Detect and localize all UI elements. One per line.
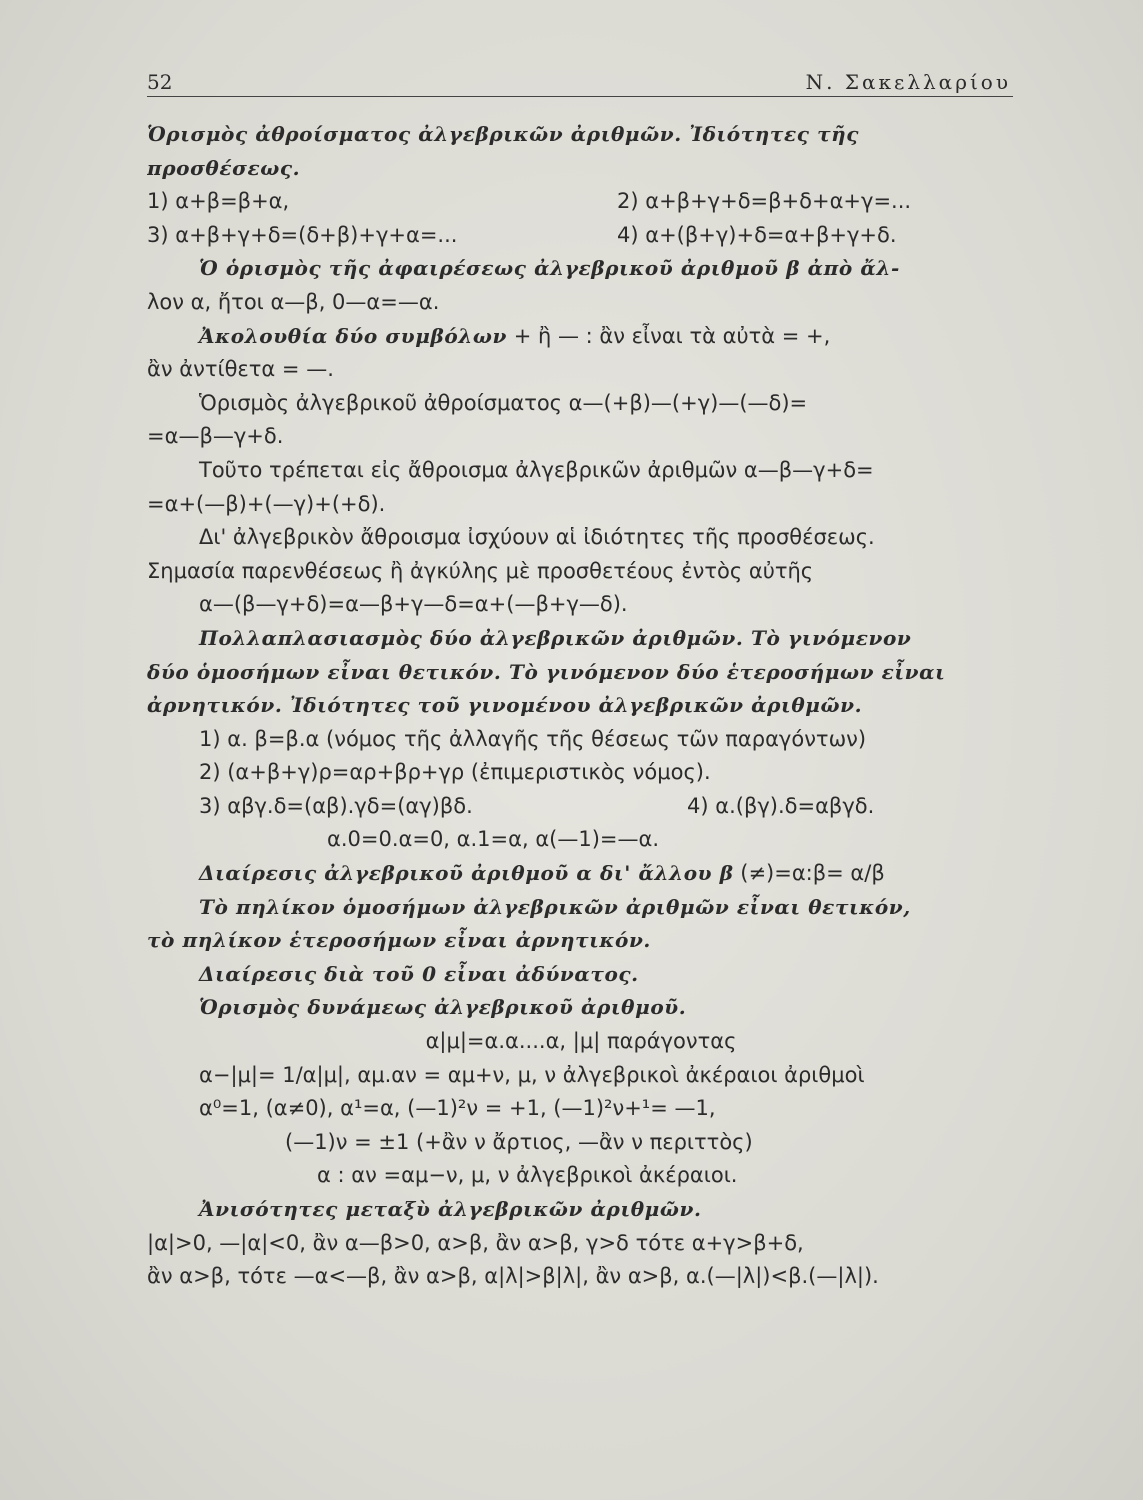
multiplication-rule: δύο ὁμοσήμων εἶναι θετικόν. Τὸ γινόμενον δύο ἑτεροσήμων εἶναι (147, 659, 946, 684)
property-2: 2) α+β+γ+δ=β+δ+α+γ=... (617, 189, 912, 214)
page-body (147, 118, 1015, 1294)
sum-conversion-cont: =α+(—β)+(—γ)+(+δ). (147, 491, 386, 516)
sign-rule (147, 320, 1015, 354)
subtraction-definition: Ὁ ὁρισμὸς τῆς ἀφαιρέσεως ἀλγεβρικοῦ ἀριθμοῦ β ἀπὸ ἄλ- (199, 256, 900, 281)
division-formula: (≠)=α:β= α/β (740, 861, 885, 886)
division-by-zero: Διαίρεσις διὰ τοῦ 0 εἶναι ἀδύνατος. (199, 961, 639, 986)
heading-power: Ὁρισμὸς δυνάμεως ἀλγεβρικοῦ ἀριθμοῦ. (199, 995, 687, 1020)
heading-addition-cont: προσθέσεως. (147, 155, 301, 180)
page-header (147, 70, 1013, 97)
power-definition: α|μ|=α.α....α, |μ| παράγοντας (425, 1029, 737, 1054)
multiplication-properties-heading: ἀρνητικόν. Ἰδιότητες τοῦ γινομένου ἀλγεβρικῶν ἀριθμῶν. (147, 693, 863, 718)
associative-law: 3) αβγ.δ=(αβ).γδ=(αγ)βδ. (199, 793, 473, 818)
quotient-sign-rule-cont: τὸ πηλίκον ἑτεροσήμων εἶναι ἀρνητικόν. (147, 928, 651, 953)
distributive-law: 2) (α+β+γ)ρ=αρ+βρ+γρ (ἐπιμεριστικὸς νόμος). (199, 760, 711, 785)
algebraic-sum-cont: =α—β—γ+δ. (147, 424, 284, 449)
property-1: 1) α+β=β+α, (147, 189, 290, 214)
running-head-author: Ν. Σακελλαρίου (805, 70, 1011, 94)
division-heading: Διαίρεσις ἀλγεβρικοῦ ἀριθμοῦ α δι' ἄλλου β (199, 861, 734, 886)
subtraction-text: λον α, ἤτοι α—β, 0—α=—α. (147, 289, 440, 314)
zero-one-products: α.0=0.α=0, α.1=α, α(—1)=—α. (327, 827, 660, 852)
quotient-sign-rule: Τὸ πηλίκον ὁμοσήμων ἀλγεβρικῶν ἀριθμῶν εἶναι θετικόν, (199, 894, 911, 919)
sign-rule-heading: Ἀκολουθία δύο συμβόλων (199, 323, 508, 348)
sign-rule-text: + ἢ — : ἂν εἶναι τὰ αὐτὰ = +, (513, 323, 831, 348)
addition-properties-row-1 (147, 185, 1015, 219)
subtraction-definition-cont (147, 286, 1015, 320)
sum-properties-note: Δι' ἀλγεβρικὸν ἄθροισμα ἰσχύουν αἱ ἰδιότητες τῆς προσθέσεως. (199, 525, 875, 550)
heading-multiplication: Πολλαπλασιασμὸς δύο ἀλγεβρικῶν ἀριθμῶν. Τὸ γινόμενον (199, 625, 912, 650)
product-regrouping: 4) α.(βγ).δ=αβγδ. (687, 793, 875, 818)
parenthesis-meaning: Σημασία παρενθέσεως ἢ ἀγκύλης μὲ προσθετέους ἐντὸς αὐτῆς (147, 558, 814, 583)
property-4: 4) α+(β+γ)+δ=α+β+γ+δ. (617, 222, 897, 247)
inequality-rules-1: |α|>0, —|α|<0, ἂν α—β>0, α>β, ἂν α>β, γ>δ τότε α+γ>β+δ, (147, 1230, 804, 1255)
algebraic-sum-definition: Ὁρισμὸς ἀλγεβρικοῦ ἀθροίσματος α—(+β)—(+γ)—(—δ)= (199, 390, 808, 415)
property-3: 3) α+β+γ+δ=(δ+β)+γ+α=... (147, 222, 458, 247)
power-division: α : αν =αμ−ν, μ, ν ἀλγεβρικοὶ ἀκέραιοι. (317, 1163, 738, 1188)
power-minus-one: (—1)ν = ±1 (+ἂν ν ἄρτιος, —ἂν ν περιττὸς) (285, 1129, 753, 1154)
commutative-law: 1) α. β=β.α (νόμος τῆς ἀλλαγῆς τῆς θέσεως τῶν παραγόντων) (199, 726, 867, 751)
heading-addition: Ὁρισμὸς ἀθροίσματος ἀλγεβρικῶν ἀριθμῶν. Ἰδιότητες τῆς (147, 122, 860, 146)
sign-rule-cont: ἂν ἀντίθετα = —. (147, 357, 334, 382)
parenthesis-example: α—(β—γ+δ)=α—β+γ—δ=α+(—β+γ—δ). (199, 592, 628, 617)
heading-inequalities: Ἀνισότητες μεταξὺ ἀλγεβρικῶν ἀριθμῶν. (199, 1197, 702, 1221)
sum-conversion: Τοῦτο τρέπεται εἰς ἄθροισμα ἀλγεβρικῶν ἀριθμῶν α—β—γ+δ= (199, 457, 874, 482)
power-laws: α−|μ|= 1/α|μ|, αμ.αν = αμ+ν, μ, ν ἀλγεβρικοὶ ἀκέραιοι ἀριθμοὶ (199, 1062, 865, 1087)
page-number: 52 (147, 70, 173, 94)
associative-row (147, 790, 1015, 824)
power-special-cases: α⁰=1, (α≠0), α¹=α, (—1)²ν = +1, (—1)²ν+¹= —1, (199, 1096, 716, 1121)
division-definition (147, 857, 1015, 891)
addition-properties-row-2 (147, 219, 1015, 253)
inequality-rules-2: ἂν α>β, τότε —α<—β, ἂν α>β, α|λ|>β|λ|, ἂν α>β, α.(—|λ|)<β.(—|λ|). (147, 1264, 879, 1289)
